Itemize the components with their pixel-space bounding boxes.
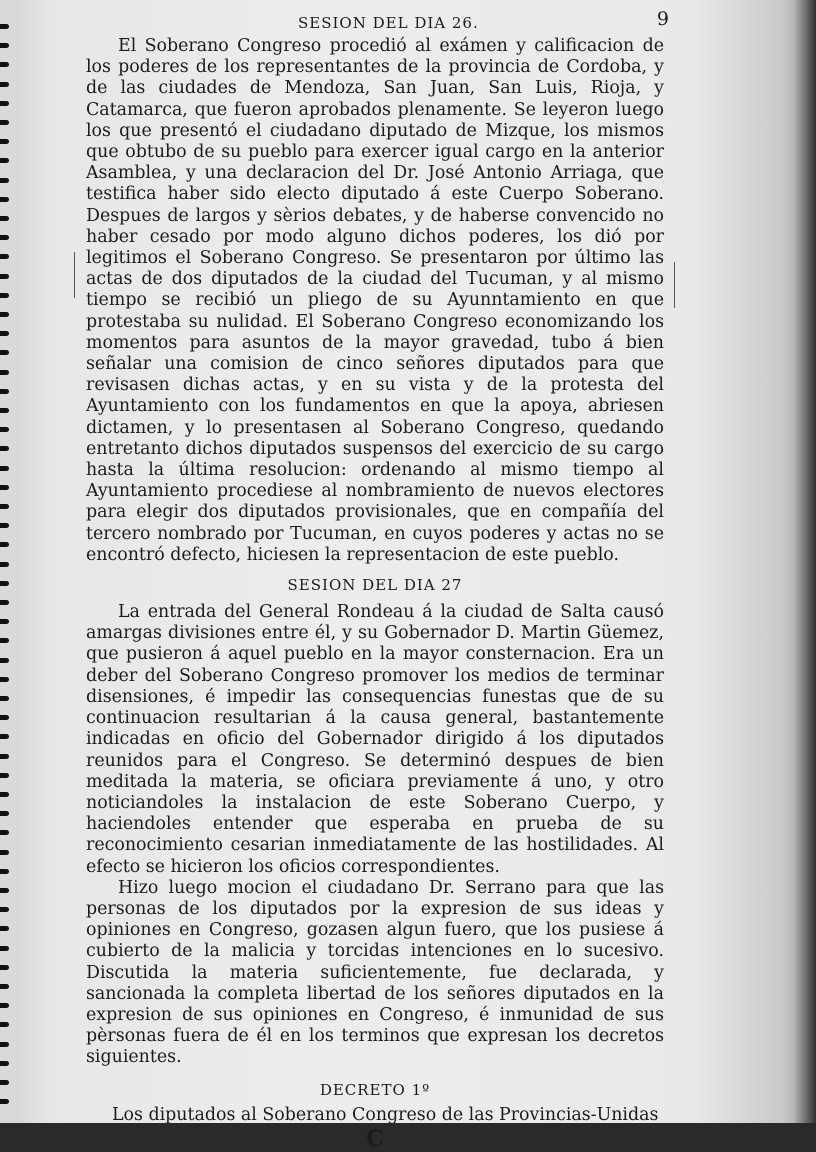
binding-ring: [0, 946, 9, 951]
binding-ring: [0, 658, 9, 663]
binding-ring: [0, 62, 9, 67]
document-page: [86, 6, 670, 1152]
binding-ring: [0, 43, 9, 48]
binding-ring: [0, 446, 9, 451]
page-edge-shadow: [794, 0, 816, 1123]
binding-ring: [0, 408, 9, 413]
margin-pencil-mark-left: [74, 252, 75, 298]
session-27-paragraph-2: Hizo luego mocion el ciudadano Dr. Serrano para que las personas de los diputados por la expresion de sus ideas y opiniones en Congreso, gozasen algun fuero, que los pusiese á cubierto de la malicia y torcidas intenciones en lo sucesivo. Discutida la materia suficientemente, fue declarada, y sancionada la completa libertad de los señores diputados en la expresion de sus opiniones en Congreso, é inmunidad de sus pèrsonas fuera de él en los terminos que expresan los decretos siguientes.: [86, 877, 664, 1068]
binding-ring: [0, 350, 9, 355]
running-header: [86, 6, 670, 36]
session-27-paragraph-1: La entrada del General Rondeau á la ciudad de Salta causó amargas divisiones entre él, y su Gobernador D. Martin Güemez, que pusieron á aquel pueblo en la mayor consternacion. Era un deber del Soberano Congreso promover los medios de terminar disensiones, é impedir las consequencias funestas que de su continuacion resultarian á la causa general, bastantemente indicadas en oficio del Gobernador dirigido á los diputados reunidos para el Congreso. Se determinó despues de bien meditada la materia, se oficiara previamente á uno, y otro noticiandoles la instalacion de este Soberano Cuerpo, y haciendoles entender que esperaba en prueba de su reconocimiento cesarian inmediatamente de las hostilidades. Al efecto se hicieron los oficios correspondientes.: [86, 602, 664, 877]
binding-ring: [0, 792, 9, 797]
binding-ring: [0, 158, 9, 163]
signature-mark: C: [366, 1125, 384, 1152]
binding-ring: [0, 1003, 9, 1008]
binding-ring: [0, 696, 9, 701]
binding-ring: [0, 427, 9, 432]
binding-ring: [0, 926, 9, 931]
binding-ring: [0, 715, 9, 720]
binding-ring: [0, 254, 9, 259]
binding-ring: [0, 178, 9, 183]
binding-ring: [0, 869, 9, 874]
binding-ring: [0, 1042, 9, 1047]
binding-ring: [0, 811, 9, 816]
binding-ring: [0, 754, 9, 759]
binding-ring: [0, 1080, 9, 1085]
binding-ring: [0, 312, 9, 317]
binding-ring: [0, 965, 9, 970]
header-title: SESION DEL DIA 26.: [298, 14, 479, 32]
binding-ring: [0, 1022, 9, 1027]
session-26-paragraph: El Soberano Congreso procedió al exámen y calificacion de los poderes de los representantes de la provincia de Cordoba, y de las ciudades de Mendoza, San Juan, San Luis, Rioja, y Catamarca, que fueron aprobados plenamente. Se leyeron luego los que presentó el ciudadano diputado de Mizque, los mismos que obtubo de su pueblo para exercer igual cargo en la anterior Asamblea, y una declaracion del Dr. José Antonio Arriaga, que testifica haber sido electo diputado á este Cuerpo Soberano. Despues de largos y sèrios debates, y de haberse convencido no haber cesado por modo alguno dichos poderes, los dió por legitimos el Soberano Congreso. Se presentaron por último las actas de dos diputados de la ciudad del Tucuman, y al mismo tiempo se recibió un pliego de su Ayunntamiento en que protestaba su nulidad. El Soberano Congreso economizando los momentos para asuntos de la mayor gravedad, tubo á bien señalar una comision de cinco señores diputados para que revisasen dichas actas, y en su vista y de la protesta del Ayuntamiento con los fundamentos en que la apoya, abriesen dictamen, y lo presentasen al Soberano Congreso, quedando entretanto dichos diputados suspensos del exercicio de su cargo hasta la última resolucion: ordenando al mismo tiempo al Ayuntamiento procediese al nombramiento de nuevos electores para elegir dos diputados provisionales, que en compañía del tercero nombrado por Tucuman, en cuyos poderes y actas no se encontró defecto, hiciesen la representacion de este pueblo.: [86, 36, 664, 565]
binding-ring: [0, 466, 9, 471]
binding-ring: [0, 888, 9, 893]
section-heading: SESION DEL DIA 27: [287, 576, 463, 595]
binding-ring: [0, 216, 9, 221]
binding-ring: [0, 197, 9, 202]
binding-ring: [0, 523, 9, 528]
binding-ring: [0, 984, 9, 989]
decree-heading: DECRETO 1º: [319, 1080, 431, 1099]
binding-ring: [0, 235, 9, 240]
binding-ring: [0, 389, 9, 394]
binding-ring: [0, 293, 9, 298]
binding-ring: [0, 139, 9, 144]
binding-ring: [0, 504, 9, 509]
binding-ring: [0, 101, 9, 106]
binding-ring: [0, 677, 9, 682]
margin-pencil-mark-right: [674, 262, 675, 308]
binding-ring: [0, 773, 9, 778]
binding-ring: [0, 331, 9, 336]
binding-ring: [0, 638, 9, 643]
binding-ring: [0, 24, 9, 29]
binding-ring: [0, 82, 9, 87]
page-number: 9: [656, 8, 670, 30]
binding-ring: [0, 830, 9, 835]
decree-first-line: Los diputados al Soberano Congreso de las Provincias-Unidas: [112, 1104, 659, 1125]
binding-ring: [0, 581, 9, 586]
binding-ring: [0, 120, 9, 125]
binding-ring: [0, 485, 9, 490]
binding-ring: [0, 274, 9, 279]
binding-ring: [0, 1099, 9, 1104]
binding-ring: [0, 619, 9, 624]
binding-ring: [0, 600, 9, 605]
binding-ring: [0, 562, 9, 567]
binding-ring: [0, 542, 9, 547]
binding-ring: [0, 907, 9, 912]
binding-ring: [0, 1061, 9, 1066]
binding-ring: [0, 850, 9, 855]
binding-ring: [0, 370, 9, 375]
binding-ring: [0, 734, 9, 739]
